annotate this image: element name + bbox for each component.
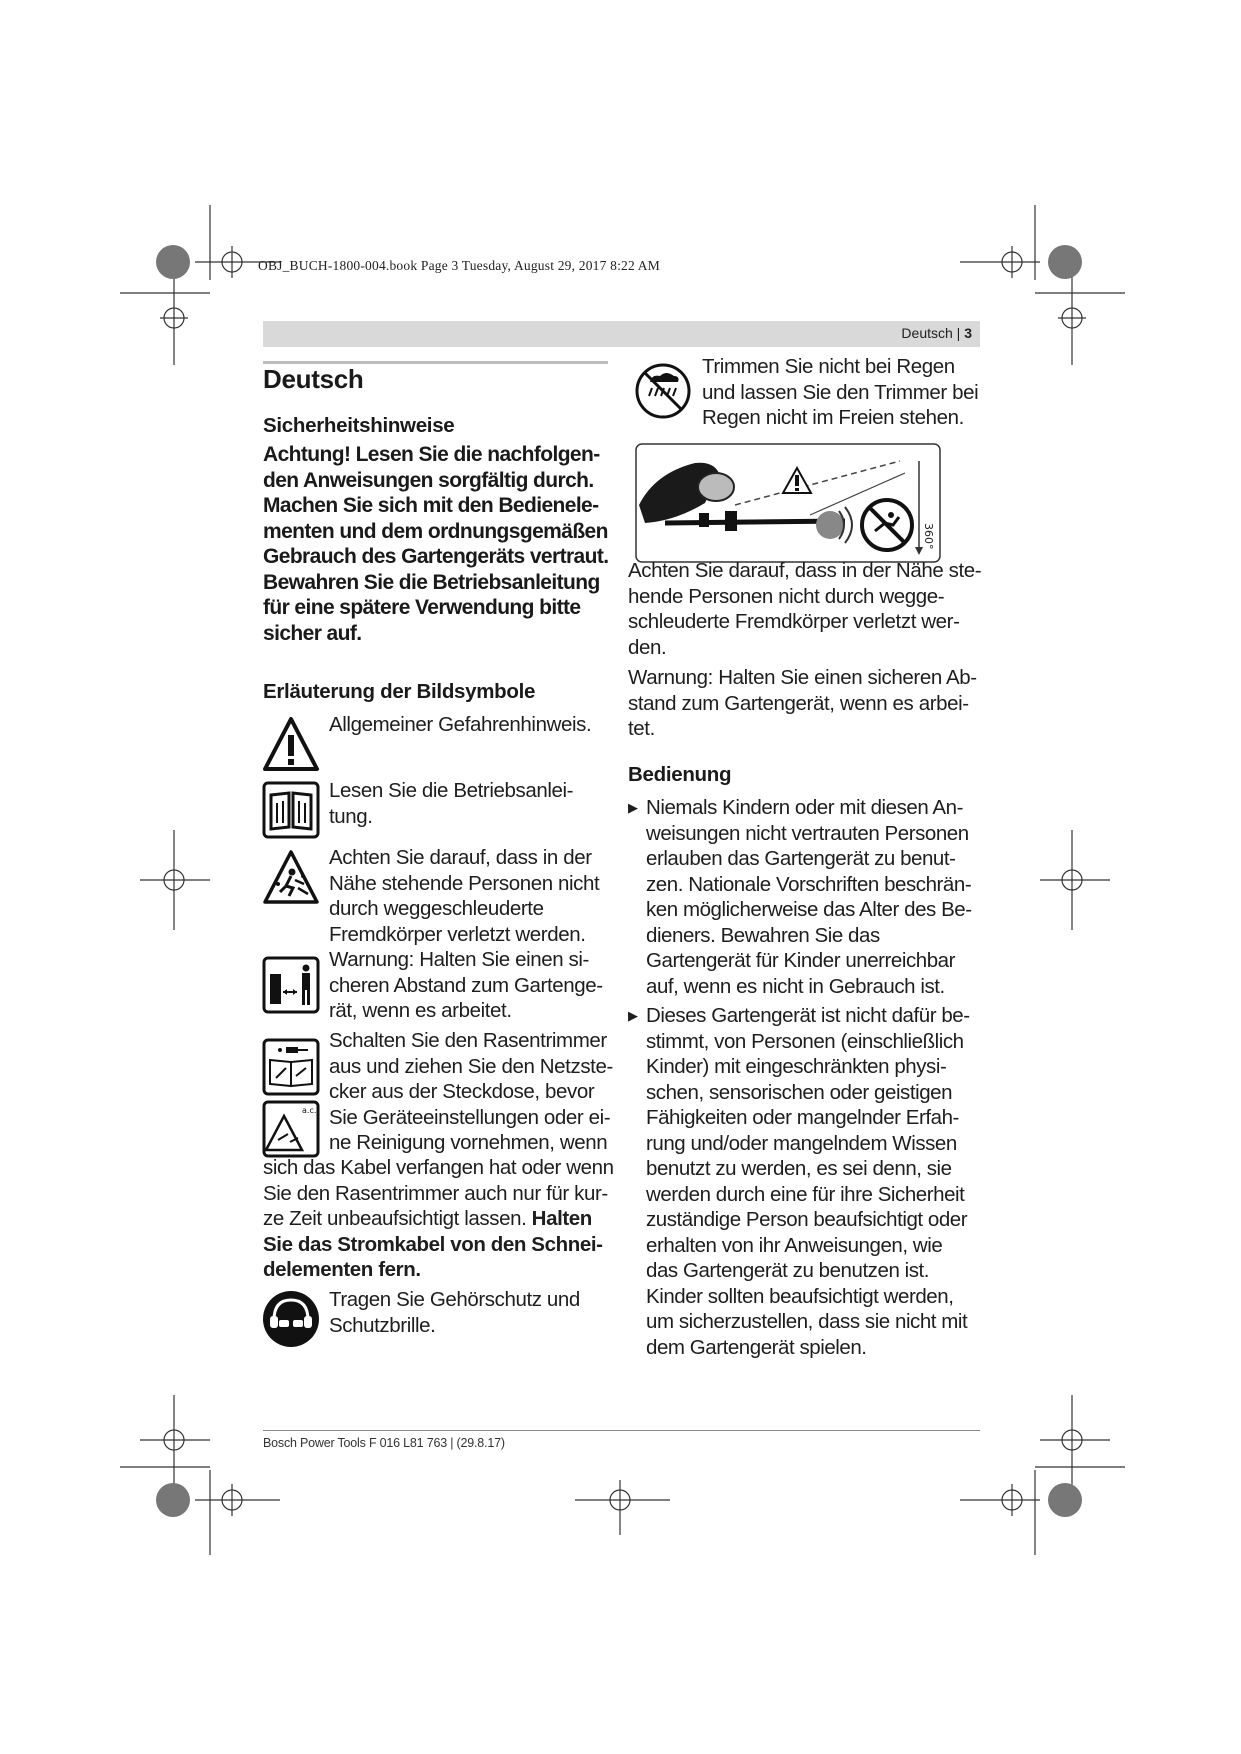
symbol-desc-manual [329, 778, 573, 829]
desc-line: tet. [628, 717, 655, 740]
desc-line-bold: delementen fern. [263, 1258, 421, 1281]
bullet-line: um sicherzustellen, dass sie nicht mit [646, 1310, 968, 1333]
bullet-arrow-icon: ▶ [628, 1008, 638, 1023]
bullet-line: benutzt zu werden, es sei denn, sie [646, 1157, 952, 1180]
switch-off-icon [262, 1038, 320, 1096]
desc-line [263, 1206, 614, 1232]
desc-line: stand zum Gartengerät, wenn es arbei- [628, 691, 969, 715]
desc-line-bold: Sie das Stromkabel von den Schnei- [263, 1232, 603, 1256]
page-number: 3 [964, 325, 972, 341]
unplug-continued [263, 1155, 614, 1283]
desc-line: sich das Kabel verfangen hat oder wenn [263, 1156, 614, 1179]
operation-heading: Bedienung [628, 763, 732, 786]
desc-line: und lassen Sie den Trimmer bei [702, 380, 979, 404]
bullet-line: stimmt, von Personen (einschließlich [646, 1029, 964, 1053]
angle-label: 360° [922, 523, 935, 550]
safety-heading: Sicherheitshinweise [263, 414, 455, 437]
desc-line: Schutzbrille. [329, 1313, 436, 1337]
desc-line: rät, wenn es arbeitet. [329, 999, 512, 1022]
bullet-line: dieners. Bewahren Sie das [646, 923, 880, 947]
thrown-objects-icon [262, 848, 320, 906]
desc-line: Sie Geräteeinstellungen oder ei- [329, 1105, 611, 1129]
rain-warning [702, 354, 978, 431]
page-header-bar [263, 321, 980, 347]
safe-distance-icon [262, 956, 320, 1014]
bullet-line: das Gartengerät zu benutzen ist. [646, 1259, 930, 1282]
bullet-line: Dieses Gartengerät ist nicht dafür be- [646, 1004, 970, 1027]
header-separator: | [956, 325, 961, 341]
desc-line: Sie den Rasentrimmer auch nur für kur- [263, 1181, 608, 1205]
desc-line: Regen nicht im Freien stehen. [702, 406, 964, 429]
bullet-line: Kinder) mit eingeschränkten physi- [646, 1055, 947, 1078]
warning-line: sicher auf. [263, 621, 362, 645]
desc-line: tung. [329, 804, 373, 828]
safety-warning [263, 442, 608, 646]
unplug-icon [262, 1100, 320, 1158]
desc-line: Achten Sie darauf, dass in der [329, 846, 592, 869]
bullet-line: werden durch eine für ihre Sicherheit [646, 1182, 965, 1206]
desc-line: cheren Abstand zum Gartenge- [329, 973, 603, 997]
bullet-line: auf, wenn es nicht in Gebrauch ist. [646, 974, 945, 998]
desc-line: Lesen Sie die Betriebsanlei- [329, 779, 574, 802]
manual-book-icon [262, 781, 320, 839]
bullet-line: Fähigkeiten oder mangelnder Erfah- [646, 1106, 959, 1129]
bullet-line: zuständige Person beaufsichtigt oder [646, 1208, 968, 1231]
desc-line: Warnung: Halten Sie einen si- [329, 948, 589, 971]
bullet-line: Niemals Kindern oder mit diesen An- [646, 796, 963, 819]
bullet-line: weisungen nicht vertrauten Personen [646, 821, 969, 845]
bullet-line: Kinder sollten beaufsichtigt werden, [646, 1284, 954, 1308]
desc-line: Nähe stehende Personen nicht [329, 871, 600, 895]
warning-line: für eine spätere Verwendung bitte [263, 596, 581, 619]
bullet-item [628, 795, 972, 999]
desc-text: ze Zeit unbeaufsichtigt lassen. [263, 1207, 532, 1230]
desc-line: hende Personen nicht durch wegge- [628, 584, 945, 608]
page-title: Deutsch [263, 364, 364, 394]
desc-bold: Halten [531, 1207, 592, 1230]
symbol-desc-distance [329, 947, 603, 1024]
header-section: Deutsch [901, 325, 953, 341]
bullet-line: dem Gartengerät spielen. [646, 1335, 867, 1359]
warning-line: Achtung! Lesen Sie die nachfolgen- [263, 443, 600, 466]
symbol-desc-general [329, 712, 591, 738]
warning-line: Bewahren Sie die Betriebsanleitung [263, 570, 600, 594]
symbol-desc-unplug [329, 1028, 613, 1156]
book-info-line: OBJ_BUCH-1800-004.book Page 3 Tuesday, August 29, 2017 8:22 AM [258, 258, 660, 273]
desc-line: cker aus der Steckdose, bevor [329, 1080, 595, 1103]
desc-line: Schalten Sie den Rasentrimmer [329, 1029, 607, 1052]
bullet-line: rung und/oder mangelndem Wissen [646, 1131, 957, 1155]
warning-line: Gebrauch des Gartengeräts vertraut. [263, 545, 609, 568]
bullet-line: schen, sensorischen oder geistigen [646, 1080, 953, 1104]
symbol-desc-protection [329, 1287, 580, 1338]
page-header-text [901, 325, 972, 341]
ear-eye-protection-icon [262, 1290, 320, 1348]
warning-line: den Anweisungen sorgfältig durch. [263, 468, 594, 492]
bullet-line: ken möglicherweise das Alter des Be- [646, 898, 972, 921]
desc-line: durch weggeschleuderte [329, 897, 544, 920]
bullet-item [628, 1003, 970, 1360]
desc-line: Tragen Sie Gehörschutz und [329, 1288, 580, 1311]
footer-rule [263, 1430, 980, 1431]
desc-line: aus und ziehen Sie den Netzste- [329, 1054, 613, 1078]
bullet-arrow-icon: ▶ [628, 800, 638, 815]
symbols-heading: Erläuterung der Bildsymbole [263, 680, 536, 703]
desc-line: Fremdkörper verletzt werden. [329, 922, 586, 946]
footer-text: Bosch Power Tools F 016 L81 763 | (29.8.17) [263, 1436, 505, 1450]
warning-triangle-icon [262, 715, 320, 773]
warning-line: menten und dem ordnungsgemäßen [263, 519, 608, 543]
warning-line: Machen Sie sich mit den Bedienele- [263, 494, 599, 517]
no-rain-icon [634, 362, 692, 420]
desc-line: ne Reinigung vornehmen, wenn [329, 1131, 608, 1154]
bullet-line: erhalten von ihr Anweisungen, wie [646, 1233, 943, 1257]
desc-line: schleuderte Fremdkörper verletzt wer- [628, 610, 960, 633]
desc-line: den. [628, 635, 667, 659]
bullet-line: erlauben das Gartengerät zu benut- [646, 847, 956, 870]
trimmer-bystander-figure [635, 443, 941, 563]
distance-warning [628, 665, 977, 742]
desc-line: Allgemeiner Gefahrenhinweis. [329, 713, 592, 736]
symbol-desc-thrown [329, 845, 599, 947]
desc-line: Achten Sie darauf, dass in der Nähe ste- [628, 559, 982, 582]
bystander-warning [628, 558, 981, 660]
ac-label: a.c. [302, 1106, 317, 1115]
bullet-line: zen. Nationale Vorschriften beschrän- [646, 872, 972, 896]
desc-line: Warnung: Halten Sie einen sicheren Ab- [628, 666, 977, 689]
desc-line: Trimmen Sie nicht bei Regen [702, 355, 955, 378]
bullet-line: Gartengerät für Kinder unerreichbar [646, 949, 956, 972]
